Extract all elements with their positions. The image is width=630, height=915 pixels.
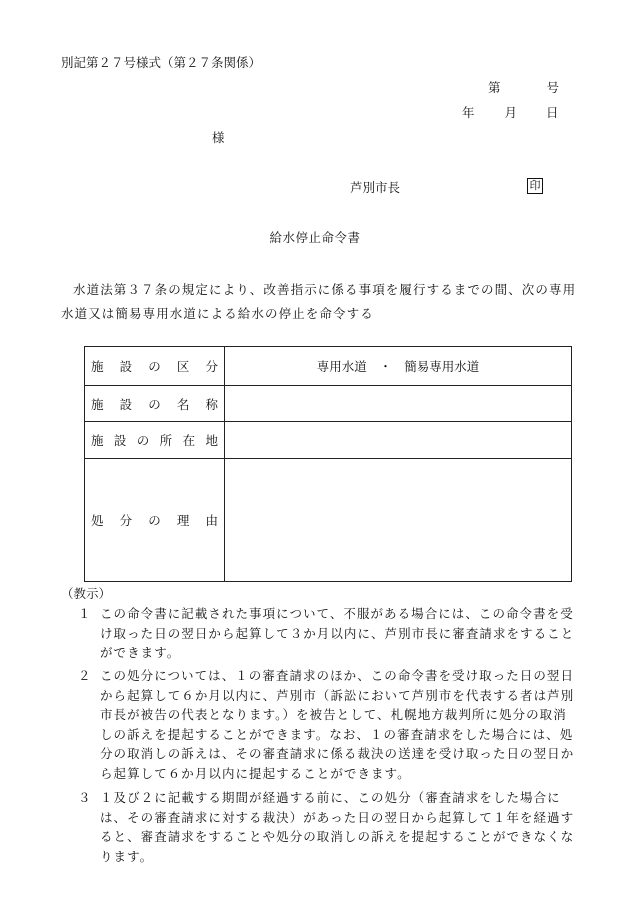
- note-text: この命令書に記載された事項について、不服がある場合には、この命令書を受け取った日の翌日から起算して３か月以内に、芦別市長に審査請求をすることができます。: [100, 606, 575, 661]
- date-month: 月: [504, 105, 518, 120]
- row-label: 施 設 の 区 分: [85, 347, 225, 386]
- row-label: 施 設 の 名 称: [85, 386, 225, 422]
- row-value: [225, 422, 572, 459]
- number-go: 号: [546, 80, 560, 95]
- table-row: [85, 347, 572, 386]
- notes-heading: （教示）: [61, 586, 112, 601]
- note-number: ２: [78, 668, 92, 683]
- document-title: 給水停止命令書: [269, 230, 361, 245]
- document-number: [488, 80, 559, 96]
- seal-mark: 印: [527, 178, 543, 194]
- document-date: [462, 105, 559, 121]
- facility-table: [84, 346, 572, 582]
- note-number: ３: [78, 790, 92, 805]
- table-row: [85, 422, 572, 459]
- body-text: 水道法第３７条の規定により、改善指示に係る事項を履行するまでの間、次の専用水道又は簡易専用水道による給水の停止を命令する: [61, 282, 577, 321]
- form-identifier: 別記第２７号様式（第２７条関係）: [61, 55, 262, 70]
- note-item: [78, 666, 578, 784]
- note-item: [78, 788, 578, 866]
- table-row: [85, 459, 572, 582]
- note-text: この処分については、１の審査請求のほか、この命令書を受け取った日の翌日から起算して６か月以内に、芦別市（訴訟において芦別市を代表する者は芦別市長が被告の代表となります。）を被告として、札幌地方裁判所に処分の取消しの訴えを提起することができます。なお、１の審査請求をした場合には、処分の取消しの訴えは、その審査請求に係る裁決の送達を受け取った日の翌日から起算して６か月以内に提起することができます。: [100, 668, 575, 781]
- row-label: 施 設 の 所 在 地: [85, 422, 225, 459]
- row-value: [225, 386, 572, 422]
- note-text: １及び２に記載する期間が経過する前に、この処分（審査請求をした場合には、その審査請求に対する裁決）があった日の翌日から起算して１年を経過すると、審査請求をすることや処分の取消しの訴えを提起することができなくなります。: [100, 790, 575, 864]
- date-day: 日: [546, 105, 559, 120]
- row-value: 専用水道 ・ 簡易専用水道: [225, 347, 572, 386]
- date-year: 年: [462, 105, 475, 120]
- note-item: [78, 604, 578, 663]
- number-dai: 第: [488, 80, 501, 95]
- issuer: 芦別市長: [350, 180, 401, 195]
- addressee: 様: [212, 130, 225, 145]
- row-value: [225, 459, 572, 582]
- note-number: １: [78, 606, 92, 621]
- row-label: 処 分 の 理 由: [85, 459, 225, 582]
- table-row: [85, 386, 572, 422]
